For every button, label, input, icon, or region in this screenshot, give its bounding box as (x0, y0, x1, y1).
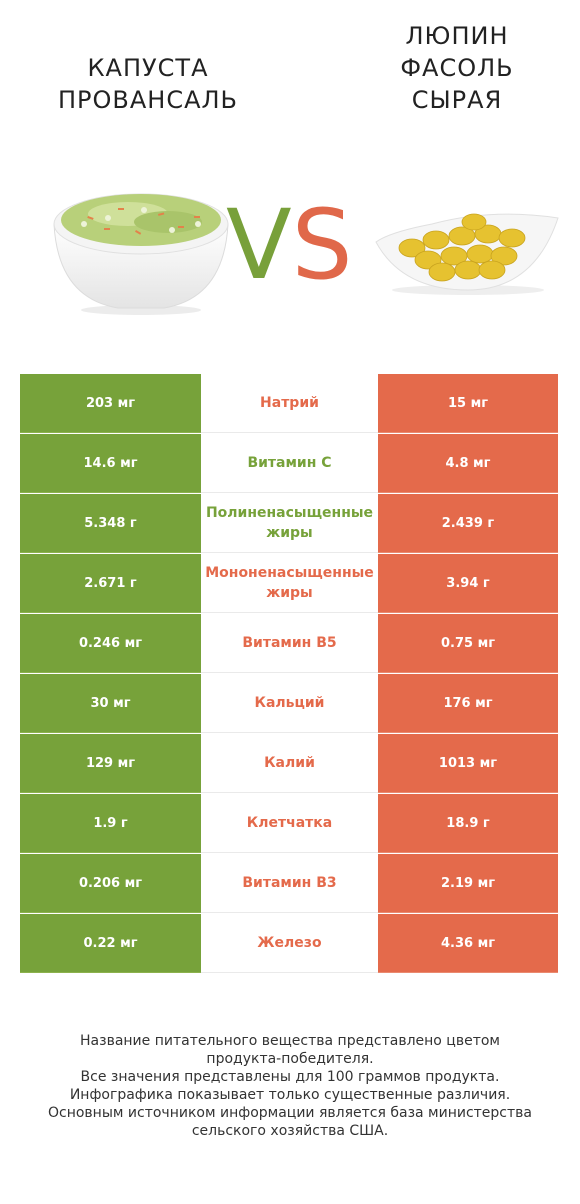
table-row (20, 614, 558, 674)
left-value-cell: 0.22 мг (20, 914, 201, 973)
table-row (20, 374, 558, 434)
left-value-cell: 1.9 г (20, 794, 201, 853)
vs-letter-v: V (226, 189, 292, 301)
nutrient-name-cell (201, 674, 378, 733)
table-row (20, 734, 558, 794)
right-value-cell: 0.75 мг (378, 614, 558, 673)
nutrient-name: Мононенасыщенные (205, 565, 374, 581)
vs-letter-s: S (291, 189, 353, 301)
nutrient-name: Кальций (254, 695, 325, 711)
nutrient-name-cell (201, 374, 378, 433)
table-row (20, 794, 558, 854)
left-value-cell: 14.6 мг (20, 434, 201, 493)
table-row (20, 494, 558, 554)
nutrient-name: Витамин B3 (242, 875, 337, 891)
left-value-cell: 2.671 г (20, 554, 201, 613)
nutrient-name-cell (201, 914, 378, 973)
versus-label (226, 190, 353, 300)
footer-line: продукта-победителя. (206, 1051, 374, 1067)
nutrient-name: жиры (266, 585, 313, 601)
right-title-line: ЛЮПИН (405, 22, 509, 50)
nutrient-comparison-table (20, 374, 558, 974)
footer-notes (20, 1032, 560, 1140)
nutrient-name-cell (201, 434, 378, 493)
left-value-cell: 129 мг (20, 734, 201, 793)
right-value-cell: 4.36 мг (378, 914, 558, 973)
nutrient-name-cell (201, 794, 378, 853)
right-value-cell: 2.439 г (378, 494, 558, 553)
right-title-line: ФАСОЛЬ (400, 54, 514, 82)
right-value-cell: 18.9 г (378, 794, 558, 853)
footer-line: Основным источником информации является база министерства (48, 1105, 532, 1121)
right-value-cell: 4.8 мг (378, 434, 558, 493)
right-value-cell: 15 мг (378, 374, 558, 433)
nutrient-name: Витамин B5 (242, 635, 337, 651)
table-row (20, 854, 558, 914)
table-row (20, 914, 558, 974)
left-value-cell: 30 мг (20, 674, 201, 733)
left-value-cell: 0.246 мг (20, 614, 201, 673)
right-value-cell: 2.19 мг (378, 854, 558, 913)
right-value-cell: 1013 мг (378, 734, 558, 793)
nutrient-name-cell (201, 554, 378, 613)
table-row (20, 554, 558, 614)
nutrient-name: Витамин C (247, 455, 332, 471)
right-product-title (372, 20, 542, 116)
nutrient-name-cell (201, 494, 378, 553)
left-product-title (48, 52, 248, 116)
nutrient-name: Железо (257, 935, 322, 951)
coleslaw-bowl-image (48, 180, 234, 316)
nutrient-name: Натрий (260, 395, 319, 411)
nutrient-name-cell (201, 854, 378, 913)
left-title-line: КАПУСТА (87, 54, 209, 82)
footer-line: Инфографика показывает только существенные различия. (69, 1087, 511, 1103)
nutrient-name: Калий (264, 755, 315, 771)
nutrient-name-cell (201, 734, 378, 793)
nutrient-name-cell (201, 614, 378, 673)
left-title-line: ПРОВАНСАЛЬ (57, 86, 239, 114)
nutrient-name: жиры (266, 525, 313, 541)
right-value-cell: 3.94 г (378, 554, 558, 613)
right-value-cell: 176 мг (378, 674, 558, 733)
left-value-cell: 0.206 мг (20, 854, 201, 913)
left-value-cell: 5.348 г (20, 494, 201, 553)
table-row (20, 674, 558, 734)
nutrient-name: Клетчатка (246, 815, 333, 831)
nutrient-name: Полиненасыщенные (205, 505, 374, 521)
footer-line: Название питательного вещества представлено цветом (80, 1033, 500, 1049)
footer-line: Все значения представлены для 100 граммов продукта. (80, 1069, 500, 1085)
right-title-line: СЫРАЯ (411, 86, 503, 114)
footer-line: сельского хозяйства США. (191, 1123, 389, 1139)
lupin-beans-plate-image (372, 198, 560, 298)
table-row (20, 434, 558, 494)
left-value-cell: 203 мг (20, 374, 201, 433)
